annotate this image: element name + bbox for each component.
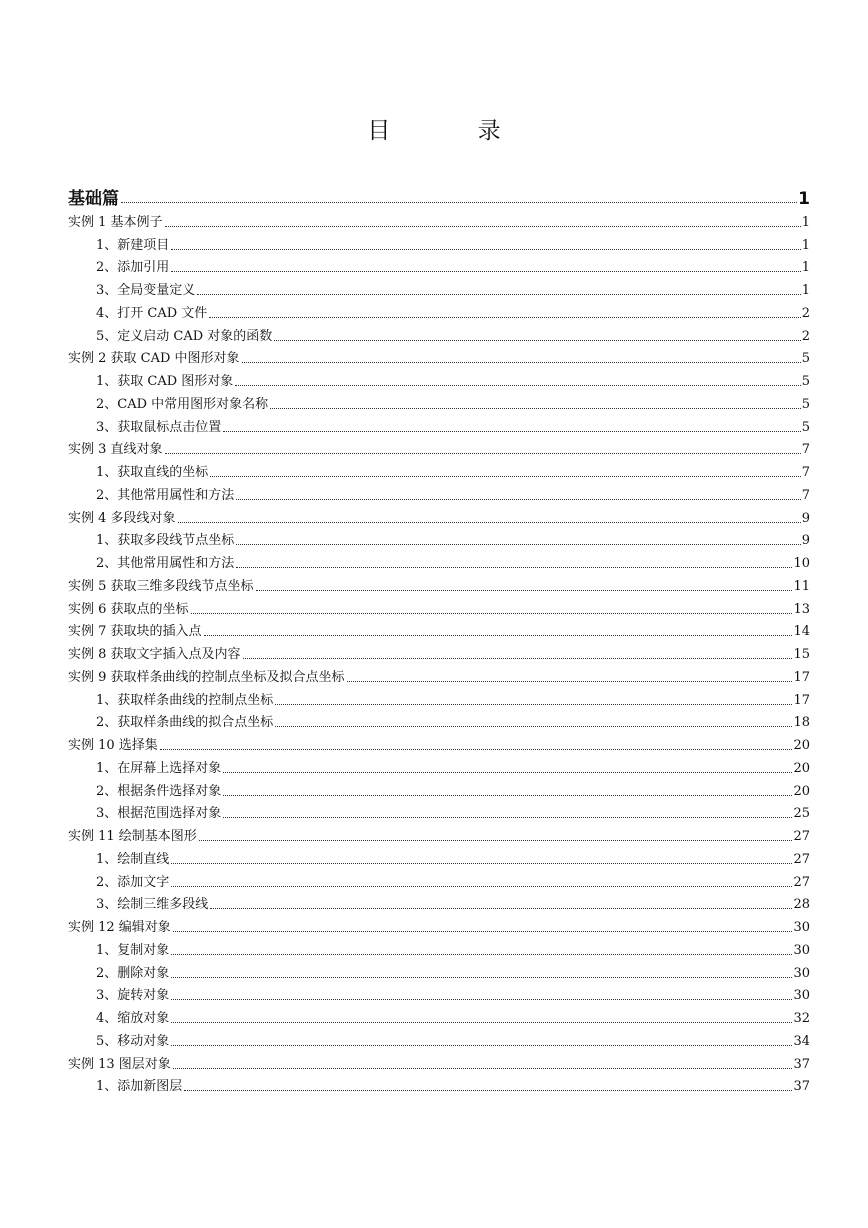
toc-entry-label: 1、获取 CAD 图形对象 [96, 374, 234, 389]
dot-leader [270, 408, 801, 409]
toc-entry-item[interactable] [68, 981, 810, 1004]
toc-entry-label: 3、旋转对象 [96, 988, 170, 1004]
toc-entry-item[interactable] [68, 1026, 810, 1049]
toc-page-number: 34 [793, 1033, 810, 1049]
toc-page-number: 15 [793, 647, 810, 662]
toc-entry-chapter[interactable] [68, 344, 810, 367]
toc-entry-chapter[interactable] [68, 912, 810, 935]
dot-leader [223, 817, 792, 818]
dot-leader [223, 431, 800, 432]
toc-page-number: 17 [793, 692, 810, 708]
toc-entry-label: 3、根据范围选择对象 [96, 806, 222, 822]
toc-page-number: 28 [793, 897, 810, 913]
toc-page-number: 5 [801, 419, 810, 435]
toc-entry-item[interactable] [68, 457, 810, 480]
dot-leader [210, 476, 800, 477]
toc-entry-label: 1、在屏幕上选择对象 [96, 760, 222, 776]
toc-entry-label: 2、添加文字 [96, 874, 170, 890]
toc-page-number: 1 [801, 237, 810, 253]
toc-entry-item[interactable] [68, 776, 810, 799]
toc-entry-item[interactable] [68, 548, 810, 571]
toc-entry-part[interactable] [68, 180, 810, 207]
toc-page-number: 5 [801, 351, 810, 367]
toc-page-number: 17 [793, 669, 810, 685]
toc-page-number: 5 [801, 396, 810, 412]
dot-leader [173, 1068, 793, 1069]
toc-page-number: 30 [793, 988, 810, 1004]
toc-page-number: 20 [793, 760, 810, 776]
toc-entry-label: 实例 2 获取 CAD 中图形对象 [68, 351, 240, 367]
toc-page-number: 5 [801, 374, 810, 389]
toc-entry-item[interactable] [68, 753, 810, 776]
toc-entry-label: 1、复制对象 [96, 942, 170, 958]
dot-leader [171, 977, 792, 978]
dot-leader [242, 362, 801, 363]
dot-leader [243, 658, 793, 659]
toc-page-number: 30 [793, 942, 810, 958]
toc-entry-item[interactable] [68, 230, 810, 253]
toc-entry-chapter[interactable] [68, 1049, 810, 1072]
toc-page-number: 37 [793, 1079, 810, 1095]
toc-entry-item[interactable] [68, 958, 810, 981]
toc-entry-item[interactable] [68, 1072, 810, 1095]
toc-entry-item[interactable] [68, 298, 810, 321]
toc-entry-label: 2、获取样条曲线的拟合点坐标 [96, 715, 274, 731]
toc-page-number: 30 [793, 965, 810, 981]
dot-leader [256, 590, 793, 591]
toc-page-number: 27 [793, 874, 810, 890]
dot-leader [235, 385, 800, 386]
toc-page-number: 30 [793, 920, 810, 935]
toc-entry-label: 1、绘制直线 [96, 851, 170, 867]
dot-leader [171, 249, 800, 250]
dot-leader [171, 1022, 792, 1023]
dot-leader [274, 340, 800, 341]
toc-entry-label: 实例 6 获取点的坐标 [68, 601, 189, 617]
toc-entry-label: 1、新建项目 [96, 237, 170, 253]
dot-leader [210, 908, 792, 909]
toc-page-number: 20 [793, 738, 810, 753]
toc-entry-chapter[interactable] [68, 594, 810, 617]
toc-entry-chapter[interactable] [68, 571, 810, 594]
toc-page-number: 13 [793, 601, 810, 617]
dot-leader [275, 704, 792, 705]
toc-entry-label: 4、缩放对象 [96, 1011, 170, 1026]
toc-entry-item[interactable] [68, 890, 810, 913]
toc-page-number: 7 [801, 487, 810, 503]
toc-entry-item[interactable] [68, 253, 810, 276]
dot-leader [160, 749, 793, 750]
toc-entry-chapter[interactable] [68, 435, 810, 458]
toc-entry-label: 实例 8 获取文字插入点及内容 [68, 647, 241, 662]
toc-page-number: 1 [801, 260, 810, 276]
toc-entry-label: 2、其他常用属性和方法 [96, 487, 235, 503]
dot-leader [121, 202, 797, 203]
dot-leader [191, 613, 793, 614]
toc-entry-label: 实例 7 获取块的插入点 [68, 624, 202, 640]
toc-page-number: 25 [793, 806, 810, 822]
toc-entry-label: 2、根据条件选择对象 [96, 783, 222, 799]
toc-entry-item[interactable] [68, 685, 810, 708]
dot-leader [223, 772, 792, 773]
dot-leader [165, 453, 801, 454]
toc-entry-label: 2、删除对象 [96, 965, 170, 981]
toc-entry-item[interactable] [68, 412, 810, 435]
toc-entry-chapter[interactable] [68, 821, 810, 844]
toc-entry-label: 实例 5 获取三维多段线节点坐标 [68, 578, 254, 594]
dot-leader [171, 863, 792, 864]
toc-page-number: 1 [801, 214, 810, 230]
dot-leader [223, 795, 792, 796]
dot-leader [236, 544, 800, 545]
toc-page-number: 37 [793, 1056, 810, 1072]
toc-entry-label: 3、全局变量定义 [96, 283, 196, 298]
toc-page-number: 7 [801, 465, 810, 480]
toc-entry-item[interactable] [68, 526, 810, 549]
toc-entry-label: 5、移动对象 [96, 1033, 170, 1049]
toc-entry-label: 1、添加新图层 [96, 1079, 183, 1095]
toc-entry-label: 2、其他常用属性和方法 [96, 556, 235, 571]
toc-entry-label: 实例 12 编辑对象 [68, 920, 171, 935]
toc-page-number: 1 [801, 283, 810, 298]
toc-page-number: 9 [801, 533, 810, 549]
dot-leader [236, 499, 800, 500]
toc-entry-item[interactable] [68, 321, 810, 344]
dot-leader [204, 635, 793, 636]
toc-entry-item[interactable] [68, 366, 810, 389]
dot-leader [171, 1045, 792, 1046]
dot-leader [236, 567, 792, 568]
toc-entry-label: 2、添加引用 [96, 260, 170, 276]
dot-leader [199, 840, 793, 841]
toc-entry-label: 1、获取多段线节点坐标 [96, 533, 235, 549]
toc-page-number: 11 [793, 578, 810, 594]
dot-leader [275, 726, 792, 727]
toc-entry-label: 实例 4 多段线对象 [68, 510, 176, 526]
toc-entry-label: 实例 3 直线对象 [68, 442, 163, 458]
toc-page-number: 7 [801, 442, 810, 458]
dot-leader [171, 999, 792, 1000]
dot-leader [347, 681, 793, 682]
toc-entry-item[interactable] [68, 708, 810, 731]
table-of-contents [68, 180, 810, 1094]
toc-page-number: 20 [793, 783, 810, 799]
toc-page-number: 27 [793, 829, 810, 844]
toc-page-number: 2 [801, 305, 810, 321]
toc-entry-label: 实例 10 选择集 [68, 738, 158, 753]
toc-entry-label: 5、定义启动 CAD 对象的函数 [96, 328, 273, 344]
toc-page-number: 10 [793, 556, 810, 571]
dot-leader [209, 317, 800, 318]
toc-entry-item[interactable] [68, 935, 810, 958]
toc-page-number: 27 [793, 851, 810, 867]
toc-entry-chapter[interactable] [68, 639, 810, 662]
toc-entry-label: 3、绘制三维多段线 [96, 897, 209, 913]
toc-entry-chapter[interactable] [68, 503, 810, 526]
dot-leader [171, 886, 792, 887]
dot-leader [197, 294, 800, 295]
toc-entry-item[interactable] [68, 844, 810, 867]
toc-entry-label: 4、打开 CAD 文件 [96, 305, 208, 321]
toc-entry-item[interactable] [68, 275, 810, 298]
toc-page-number: 2 [801, 328, 810, 344]
toc-entry-chapter[interactable] [68, 617, 810, 640]
toc-entry-label: 2、CAD 中常用图形对象名称 [96, 396, 269, 412]
toc-title: 目 录 [367, 118, 541, 144]
toc-entry-item[interactable] [68, 1003, 810, 1026]
toc-entry-item[interactable] [68, 480, 810, 503]
dot-leader [184, 1090, 792, 1091]
dot-leader [178, 522, 801, 523]
dot-leader [173, 931, 793, 932]
toc-entry-label: 基础篇 [68, 189, 119, 209]
toc-entry-item[interactable] [68, 799, 810, 822]
toc-entry-chapter[interactable] [68, 730, 810, 753]
toc-entry-label: 3、获取鼠标点击位置 [96, 419, 222, 435]
toc-entry-label: 实例 9 获取样条曲线的控制点坐标及拟合点坐标 [68, 669, 345, 685]
dot-leader [171, 954, 792, 955]
dot-leader [171, 271, 800, 272]
toc-entry-label: 实例 13 图层对象 [68, 1056, 171, 1072]
toc-page-number: 32 [793, 1011, 810, 1026]
toc-page-number: 18 [793, 715, 810, 731]
toc-entry-chapter[interactable] [68, 207, 810, 230]
toc-entry-label: 实例 1 基本例子 [68, 214, 163, 230]
toc-page-number: 1 [798, 189, 810, 209]
toc-page-number: 14 [793, 624, 810, 640]
toc-entry-chapter[interactable] [68, 662, 810, 685]
toc-entry-item[interactable] [68, 867, 810, 890]
dot-leader [165, 226, 801, 227]
toc-entry-item[interactable] [68, 389, 810, 412]
toc-entry-label: 1、获取样条曲线的控制点坐标 [96, 692, 274, 708]
toc-entry-label: 1、获取直线的坐标 [96, 465, 209, 480]
toc-page-number: 9 [801, 510, 810, 526]
toc-entry-label: 实例 11 绘制基本图形 [68, 829, 197, 844]
